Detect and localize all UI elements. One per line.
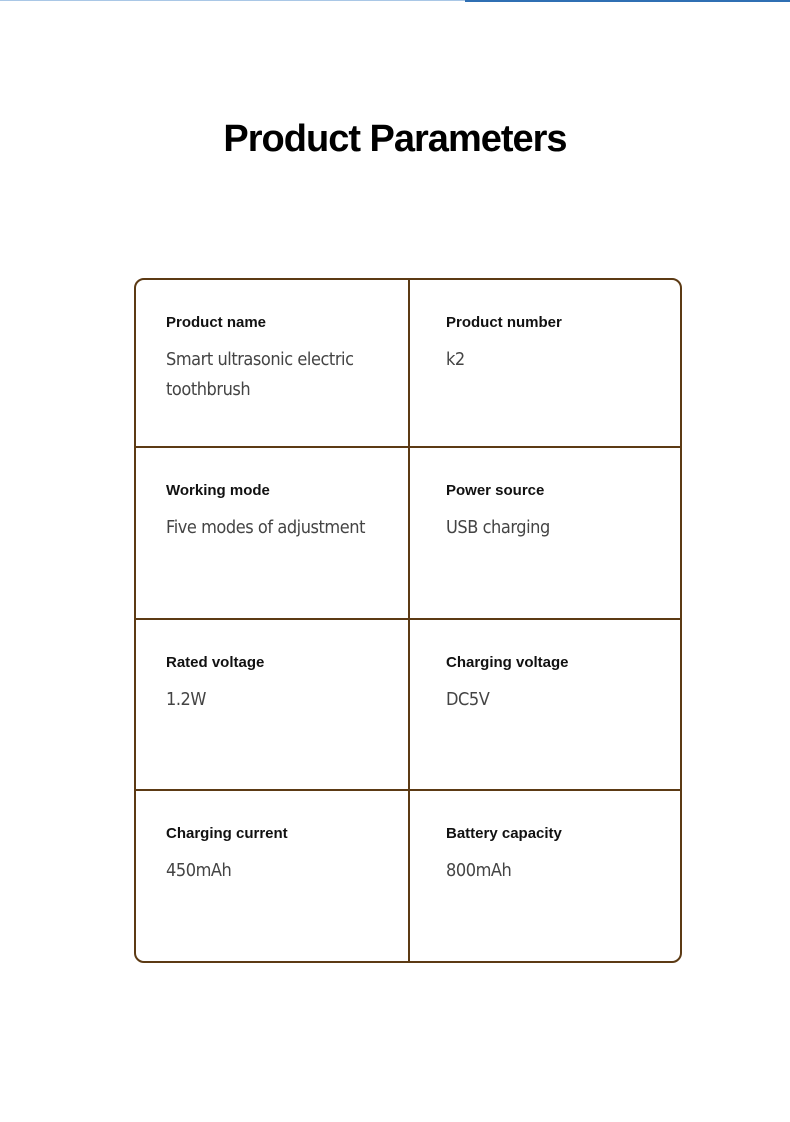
param-value: USB charging (446, 517, 550, 538)
top-accent-line-highlight (465, 0, 790, 2)
parameters-table (134, 278, 682, 963)
param-cell-product-number (410, 280, 682, 448)
param-label: Product name (166, 314, 267, 331)
param-value: 450mAh (166, 860, 232, 881)
param-label: Rated voltage (166, 654, 265, 671)
param-value: DC5V (446, 689, 490, 710)
page-title: Product Parameters (223, 118, 567, 160)
param-value: Smart ultrasonic electric toothbrush (166, 349, 354, 400)
param-cell-rated-voltage (136, 620, 410, 791)
param-label: Battery capacity (446, 825, 562, 842)
param-label: Working mode (166, 482, 270, 499)
param-cell-working-mode (136, 448, 410, 620)
param-label: Charging voltage (446, 654, 569, 671)
param-cell-charging-current (136, 791, 410, 961)
param-cell-battery-capacity (410, 791, 682, 961)
param-cell-charging-voltage (410, 620, 682, 791)
param-value: Five modes of adjustment (166, 517, 365, 538)
param-label: Product number (446, 314, 562, 331)
param-label: Charging current (166, 825, 288, 842)
param-label: Power source (446, 482, 545, 499)
param-value: k2 (446, 349, 465, 370)
param-cell-power-source (410, 448, 682, 620)
param-value: 800mAh (446, 860, 512, 881)
param-value: 1.2W (166, 689, 206, 710)
param-cell-product-name (136, 280, 410, 448)
